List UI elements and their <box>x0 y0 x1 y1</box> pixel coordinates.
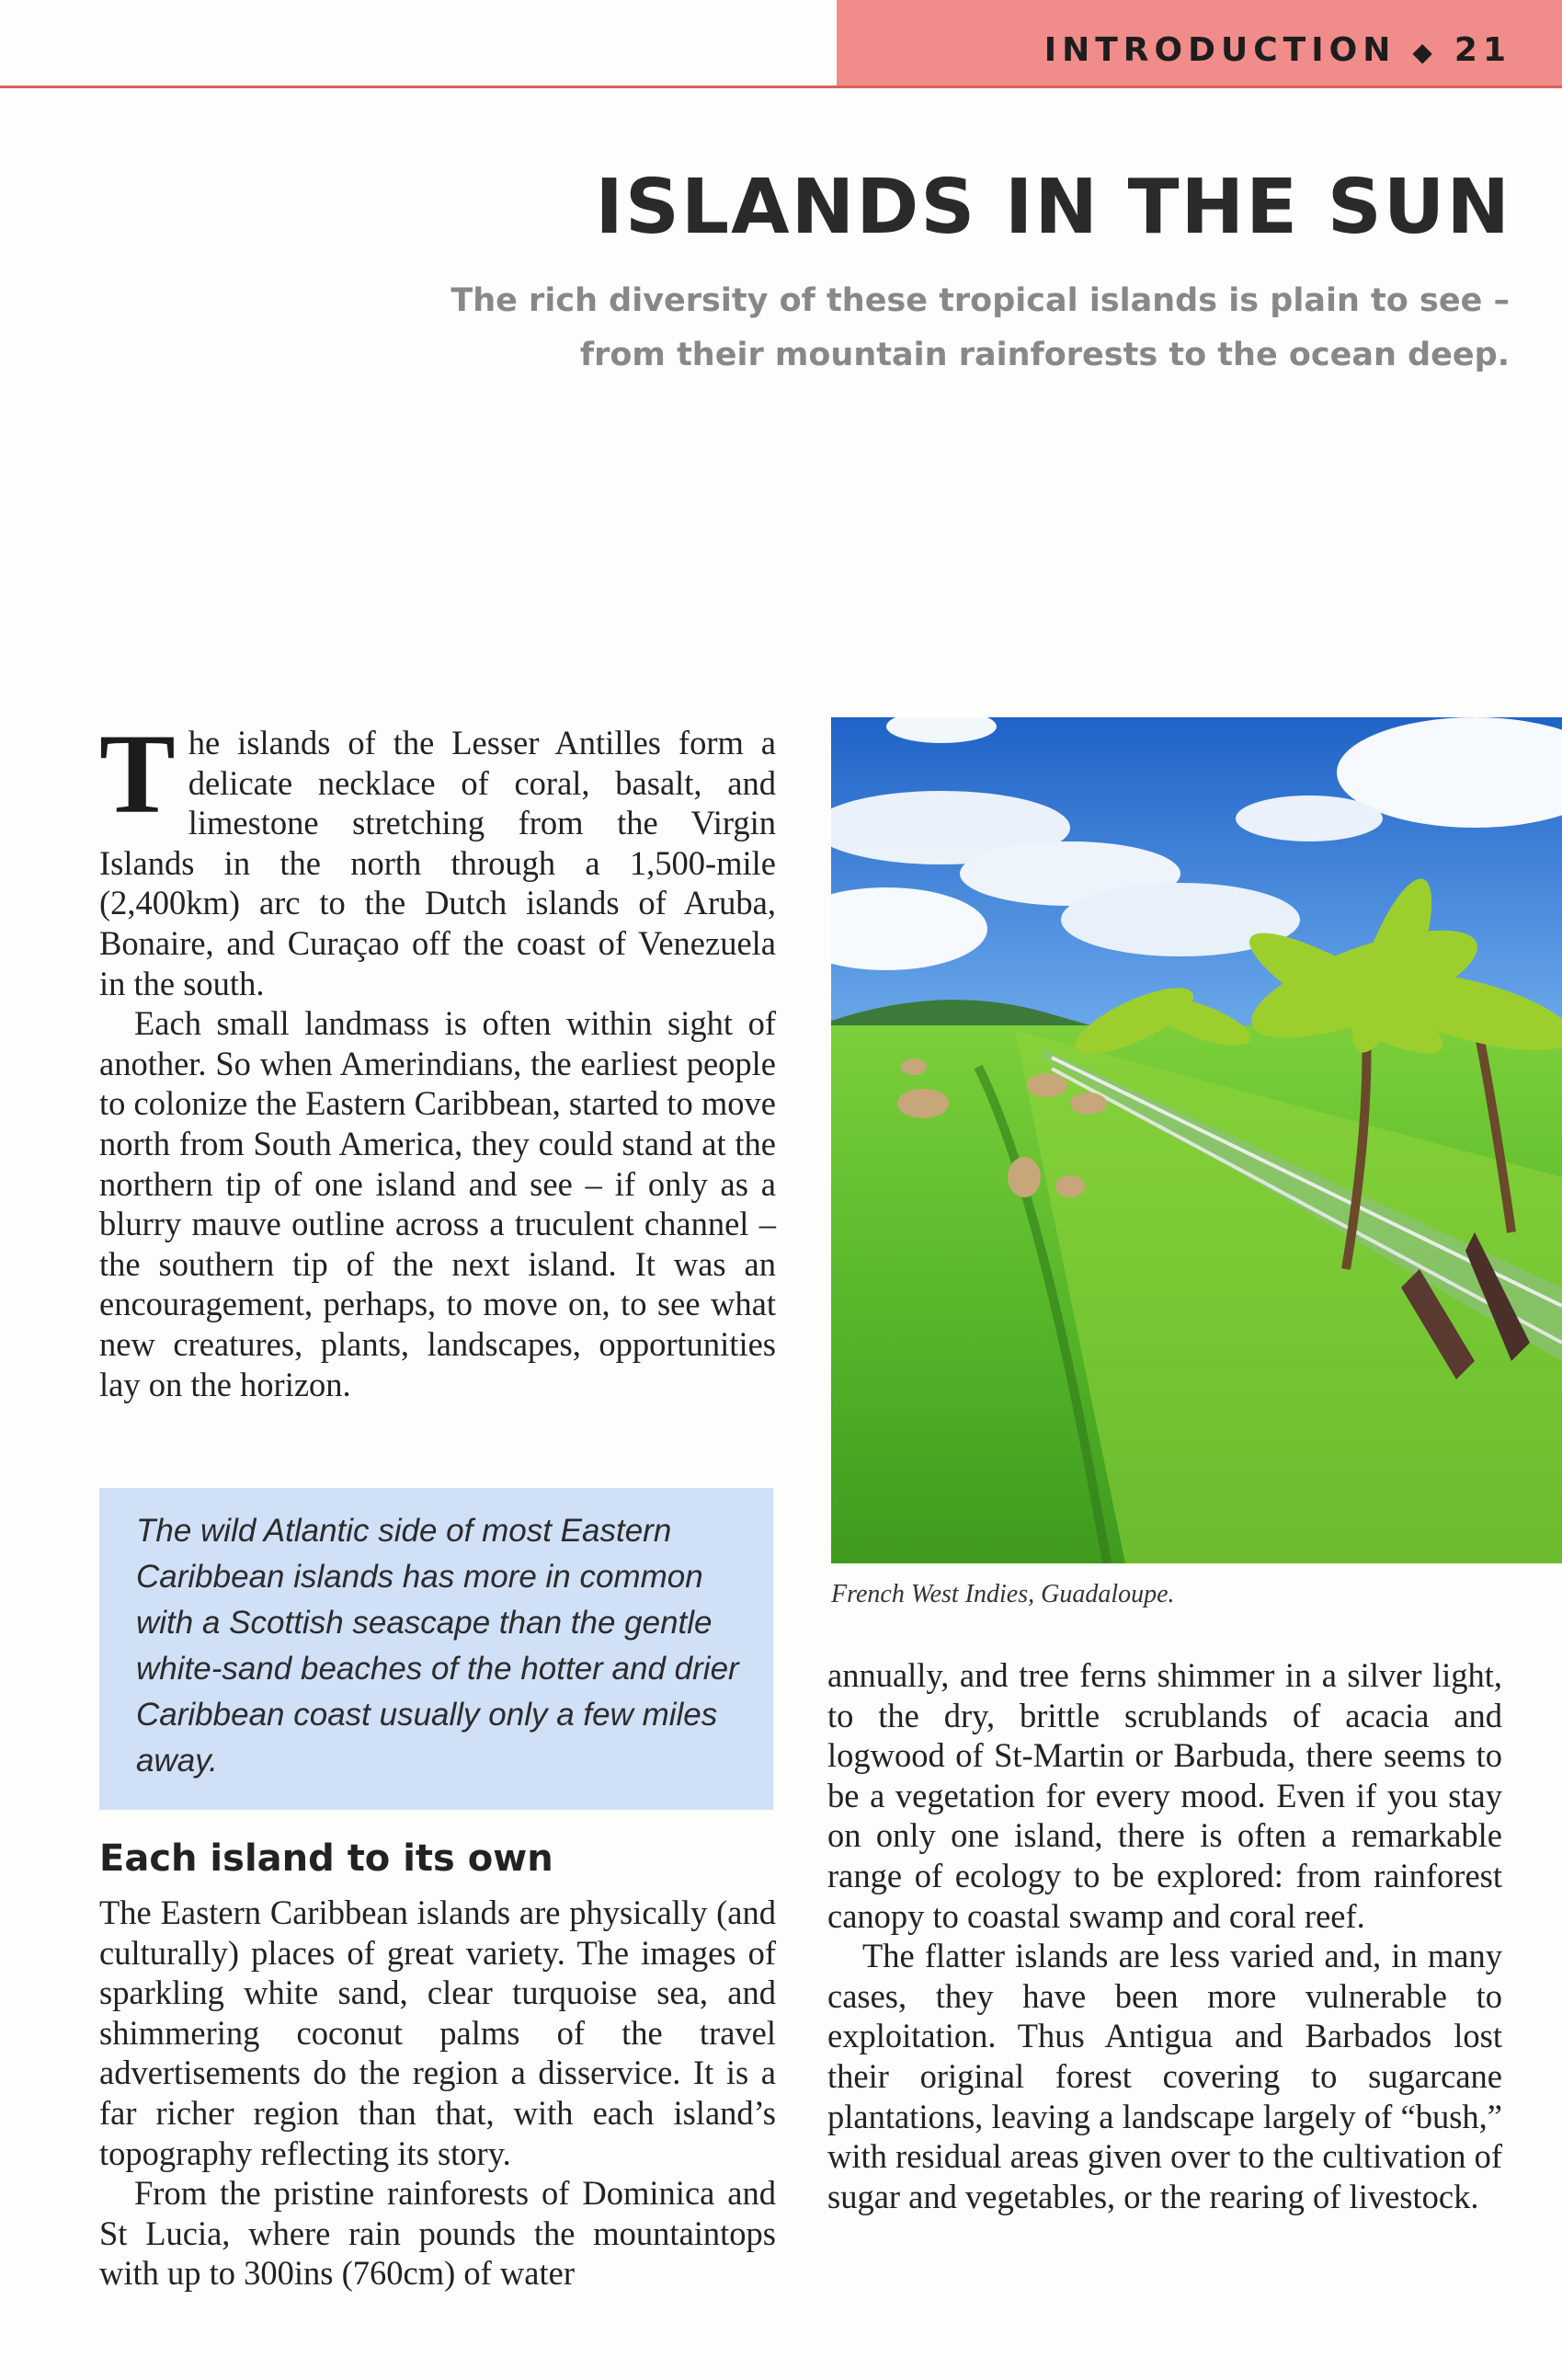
section-column <box>99 1893 776 2294</box>
page-number: 21 <box>1454 31 1511 69</box>
intro-paragraph-1 <box>99 711 776 1003</box>
running-header <box>1044 31 1511 69</box>
pull-quote: The wild Atlantic side of most Eastern Caribbean islands has more in common with a Scottish seascape than the gentle white-sand beaches of the hotter and drier Caribbean coast usually only a few miles away. <box>99 1488 773 1810</box>
photo-caption: French West Indies, Guadaloupe. <box>831 1580 1175 1608</box>
drop-cap: T <box>99 711 176 837</box>
diamond-icon: ◆ <box>1412 37 1438 67</box>
section-paragraph-1: The Eastern Caribbean islands are physically (and culturally) places of great variety. The images of sparkling white sand, clear turquoise sea, and shimmering coconut palms of the travel advertisements do the region a disservice. It is a far richer region than that, with each island’s topography reflecting its story. <box>99 1894 776 2172</box>
page-title: ISLANDS IN THE SUN <box>595 164 1511 251</box>
section-heading: Each island to its own <box>99 1837 553 1880</box>
section-label: INTRODUCTION <box>1043 31 1397 69</box>
right-paragraph-1: annually, and tree ferns shimmer in a silver light, to the dry, brittle scrublands of acacia and logwood of St-Martin or Barbuda, there seems to be a vegetation for every mood. Even if you stay on only one island, there is often a remarkable range of ecology to be explored: from rainforest canopy to coastal swamp and coral reef. <box>827 1656 1502 1935</box>
right-paragraph-2: The flatter islands are less varied and, in many cases, they have been more vulnerable to exploitation. Thus Antigua and Barbados lost their original forest covering to sugarcane plantations, leaving a landscape largely of “bush,” with residual areas given over to the cultivation of sugar and vegetables, or the rearing of livestock. <box>827 1937 1502 2215</box>
intro-column <box>99 711 776 1404</box>
header-rule <box>0 86 1562 88</box>
landscape-photo <box>831 717 1562 1563</box>
page-subtitle: The rich diversity of these tropical islands is plain to see – from their mountain rainforests to the ocean deep. <box>450 282 1510 373</box>
intro-paragraph-1-text: he islands of the Lesser Antilles form a delicate necklace of coral, basalt, and limestone stretching from the Virgin Islands in the north through a 1,500-mile (2,400km) arc to the Dutch islands of Aruba, Bonaire, and Curaçao off the coast of Venezuela in the south. <box>99 724 776 1002</box>
photo-illustration <box>831 717 1562 1563</box>
right-column <box>827 1655 1502 2216</box>
section-paragraph-2: From the pristine rainforests of Dominica and St Lucia, where rain pounds the mountaintops with up to 300ins (760cm) of water <box>99 2174 776 2293</box>
intro-paragraph-2: Each small landmass is often within sight of another. So when Amerindians, the earliest people to colonize the Eastern Caribbean, started to move north from South America, they could stand at the northern tip of one island and see – if only as a blurry mauve outline across a truculent channel – the southern tip of the next island. It was an encouragement, perhaps, to move on, to see what new creatures, plants, landscapes, opportunities lay on the horizon. <box>99 1004 776 1403</box>
